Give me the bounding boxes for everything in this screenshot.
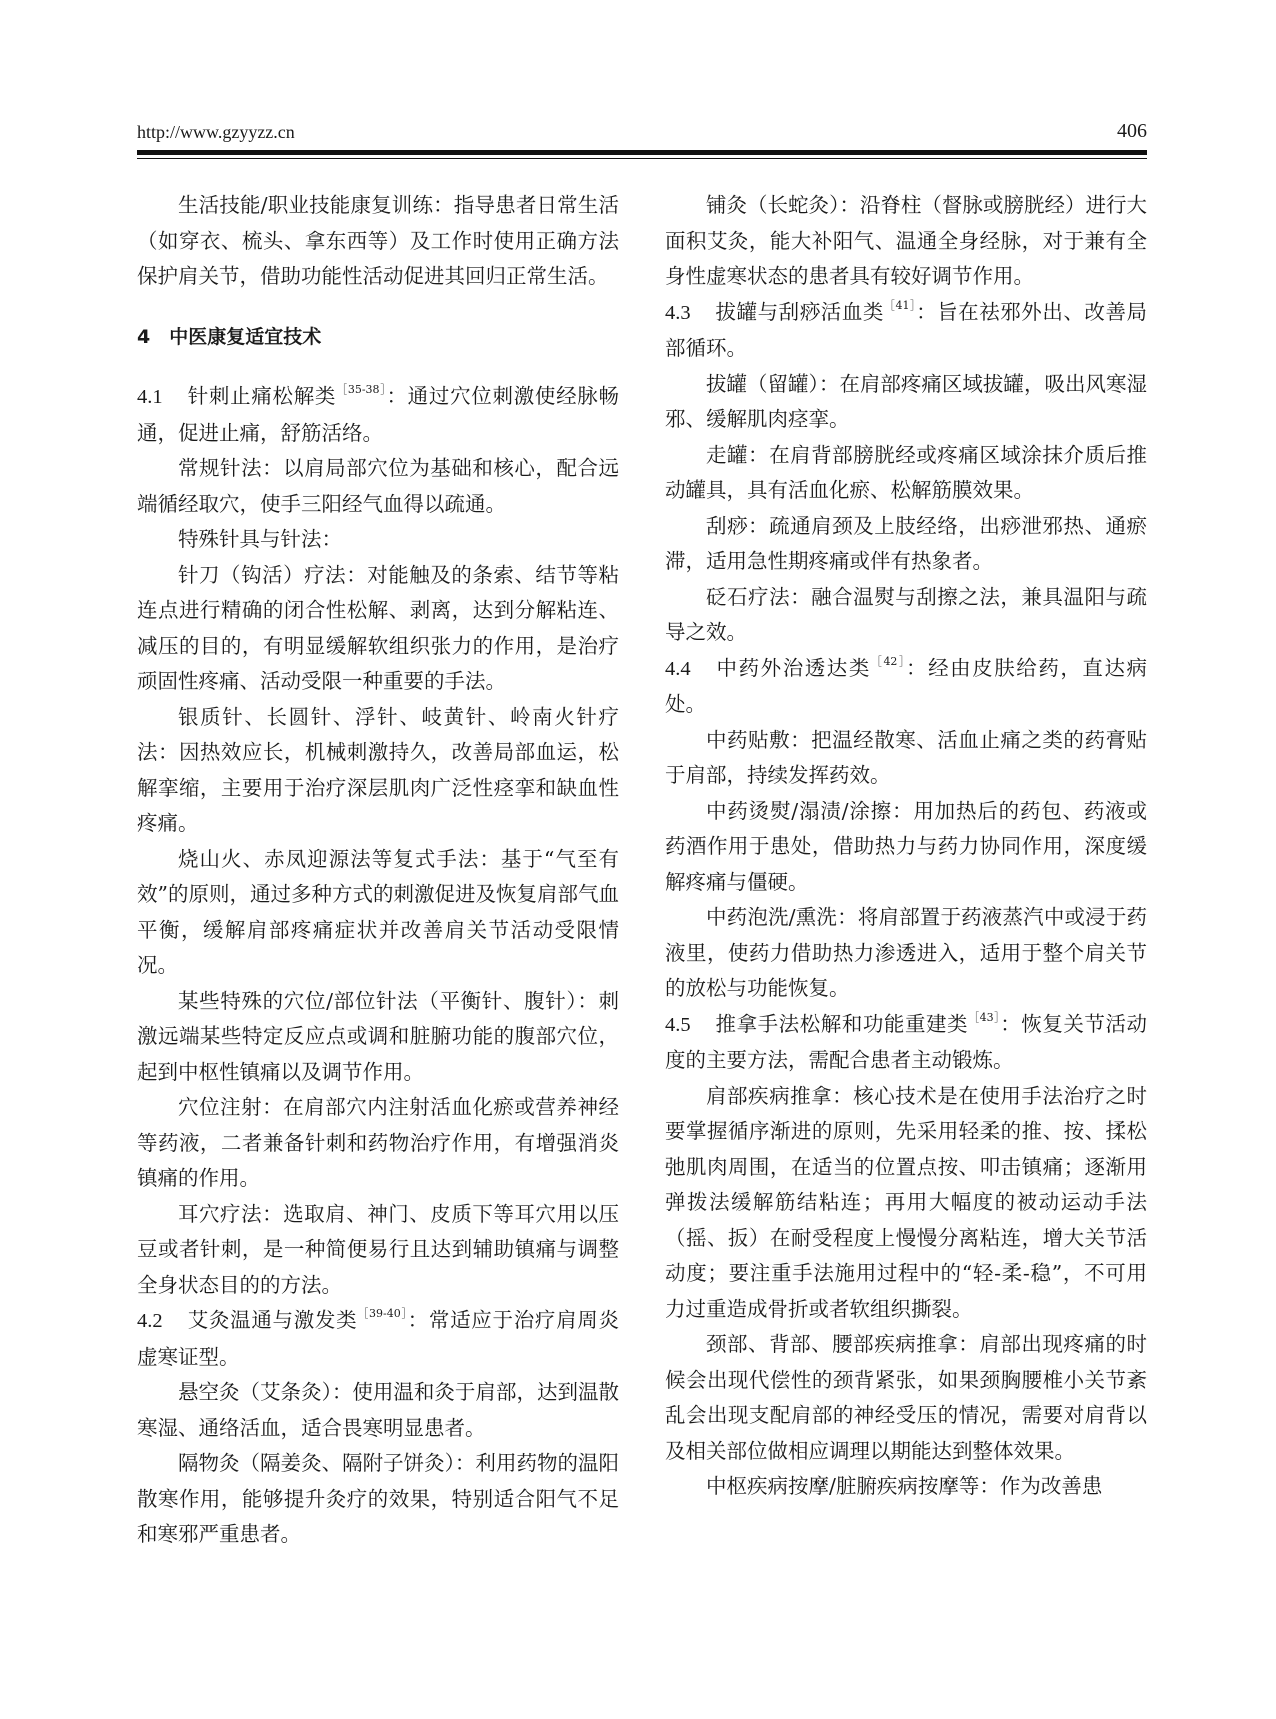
citation: ［42］ xyxy=(870,654,907,668)
paragraph: 烧山火、赤凤迎源法等复式手法：基于“气至有效”的原则，通过多种方式的刺激促进及恢复肩部气血平衡，缓解肩部疼痛症状并改善肩关节活动受限情况。 xyxy=(137,846,619,977)
page-number: 406 xyxy=(1117,120,1147,142)
citation: ［43］ xyxy=(968,1010,1001,1024)
subsection-text: ：经由皮肤给药，直达病处。 xyxy=(665,655,1148,716)
paragraph: 中枢疾病按摩/脏腑疾病按摩等：作为改善患 xyxy=(706,1474,1103,1498)
paragraph: 铺灸（长蛇灸）：沿脊柱（督脉或膀胱经）进行大面积艾灸，能大补阳气、温通全身经脉，对于兼有全身性虚寒状态的患者具有较好调节作用。 xyxy=(665,193,1147,288)
subsection-title: 推拿手法松解和功能重建类 xyxy=(715,1011,969,1036)
right-column xyxy=(665,188,1147,1505)
paragraph: 悬空灸（艾条灸）：使用温和灸于肩部，达到温散寒湿、通络活血，适合畏寒明显患者。 xyxy=(137,1380,619,1440)
subsection-number: 4.2 xyxy=(137,1310,163,1332)
subsection-number: 4.5 xyxy=(665,1013,691,1036)
paragraph: 常规针法：以肩局部穴位为基础和核心，配合远端循经取穴，使手三阳经气血得以疏通。 xyxy=(137,456,619,516)
paragraph: 某些特殊的穴位/部位针法（平衡针、腹针）：刺激远端某些特定反应点或调和脏腑功能的腹部穴位，起到中枢性镇痛以及调节作用。 xyxy=(137,988,619,1084)
citation: ［41］ xyxy=(883,298,917,312)
paragraph: 针刀（钩活）疗法：对能触及的条索、结节等粘连点进行精确的闭合性松解、剥离，达到分解粘连、减压的目的，有明显缓解软组织张力的作用，是治疗顽固性疼痛、活动受限一种重要的手法。 xyxy=(137,562,619,693)
subsection-number: 4.1 xyxy=(137,386,163,408)
paragraph: 生活技能/职业技能康复训练：指导患者日常生活（如穿衣、梳头、拿东西等）及工作时使用正确方法保护肩关节，借助功能性活动促进其回归正常生活。 xyxy=(137,193,619,288)
paragraph: 中药泡洗/熏洗：将肩部置于药液蒸汽中或浸于药液里，使药力借助热力渗透进入，适用于整个肩关节的放松与功能恢复。 xyxy=(665,905,1147,1000)
left-column xyxy=(137,188,619,1553)
paragraph: 耳穴疗法：选取肩、神门、皮质下等耳穴用以压豆或者针刺，是一种简便易行且达到辅助镇痛与调整全身状态目的的方法。 xyxy=(137,1201,619,1297)
paragraph: 中药烫熨/溻渍/涂擦：用加热后的药包、药液或药酒作用于患处，借助热力与药力协同作用，深度缓解疼痛与僵硬。 xyxy=(665,798,1147,894)
citation: ［35-38］ xyxy=(336,383,387,396)
subsection-text: ：旨在祛邪外出、改善局部循环。 xyxy=(665,299,1148,360)
subsection-title: 艾灸温通与激发类 xyxy=(187,1308,358,1332)
paragraph: 穴位注射：在肩部穴内注射活血化瘀或营养神经等药液，二者兼备针刺和药物治疗作用，有增强消炎镇痛的作用。 xyxy=(137,1095,619,1190)
running-header xyxy=(137,118,1147,148)
subsection-title: 针刺止痛松解类 xyxy=(187,384,337,408)
paragraph: 肩部疾病推拿：核心技术是在使用手法治疗之时要掌握循序渐进的原则，先采用轻柔的推、按、揉松弛肌肉周围，在适当的位置点按、叩击镇痛；逐渐用弹拨法缓解筋结粘连；再用大幅度的被动运动手法（摇、扳）在耐受程度上慢慢分离粘连，增大关节活动度；要注重手法施用过程中的“轻-柔-稳”，不可用力过重造成骨折或者软组织撕裂。 xyxy=(665,1083,1147,1321)
paragraph: 刮痧：疏通肩颈及上肢经络，出痧泄邪热、通瘀滞，适用急性期疼痛或伴有热象者。 xyxy=(665,513,1147,573)
paragraph: 走罐：在肩背部膀胱经或疼痛区域涂抹介质后推动罐具，具有活血化瘀、松解筋膜效果。 xyxy=(665,442,1147,502)
header-rule-thick xyxy=(137,150,1147,155)
citation: ［39-40］ xyxy=(357,1307,408,1320)
subsection-number: 4.3 xyxy=(665,301,691,324)
paragraph: 拔罐（留罐）：在肩部疼痛区域拔罐，吸出风寒湿邪、缓解肌肉痉挛。 xyxy=(665,371,1147,431)
subsection-heading xyxy=(137,1303,619,1375)
paragraph: 砭石疗法：融合温熨与刮擦之法，兼具温阳与疏导之效。 xyxy=(665,584,1147,644)
subsection-heading xyxy=(665,1007,1147,1079)
paragraph: 中药贴敷：把温经散寒、活血止痛之类的药膏贴于肩部，持续发挥药效。 xyxy=(665,727,1147,787)
header-rule-thin xyxy=(137,158,1147,159)
subsection-title: 中药外治透达类 xyxy=(715,655,871,680)
journal-url[interactable]: http://www.gzyyzz.cn xyxy=(137,122,295,142)
subsection-heading xyxy=(665,651,1147,723)
subsection-text: ：通过穴位刺激使经脉畅通，促进止痛，舒筋活络。 xyxy=(137,384,620,445)
paragraph: 特殊针具与针法： xyxy=(178,527,342,551)
subsection-number: 4.4 xyxy=(665,657,691,680)
subsection-text: ：恢复关节活动度的主要方法，需配合患者主动锻炼。 xyxy=(665,1011,1148,1072)
subsection-title: 拔罐与刮痧活血类 xyxy=(715,299,884,324)
section-heading: 4 中医康复适宜技术 xyxy=(137,325,322,348)
paragraph: 隔物灸（隔姜灸、隔附子饼灸）：利用药物的温阳散寒作用，能够提升灸疗的效果，特别适合阳气不足和寒邪严重患者。 xyxy=(137,1451,619,1546)
paragraph: 银质针、长圆针、浮针、岐黄针、岭南火针疗法：因热效应长，机械刺激持久，改善局部血运，松解挛缩，主要用于治疗深层肌肉广泛性痉挛和缺血性疼痛。 xyxy=(137,704,619,835)
subsection-heading xyxy=(137,379,619,451)
subsection-heading xyxy=(665,295,1147,367)
subsection-text: ：常适应于治疗肩周炎虚寒证型。 xyxy=(137,1308,620,1369)
paragraph: 颈部、背部、腰部疾病推拿：肩部出现疼痛的时候会出现代偿性的颈背紧张，如果颈胸腰椎小关节紊乱会出现支配肩部的神经受压的情况，需要对肩背以及相关部位做相应调理以期能达到整体效果。 xyxy=(665,1332,1147,1463)
